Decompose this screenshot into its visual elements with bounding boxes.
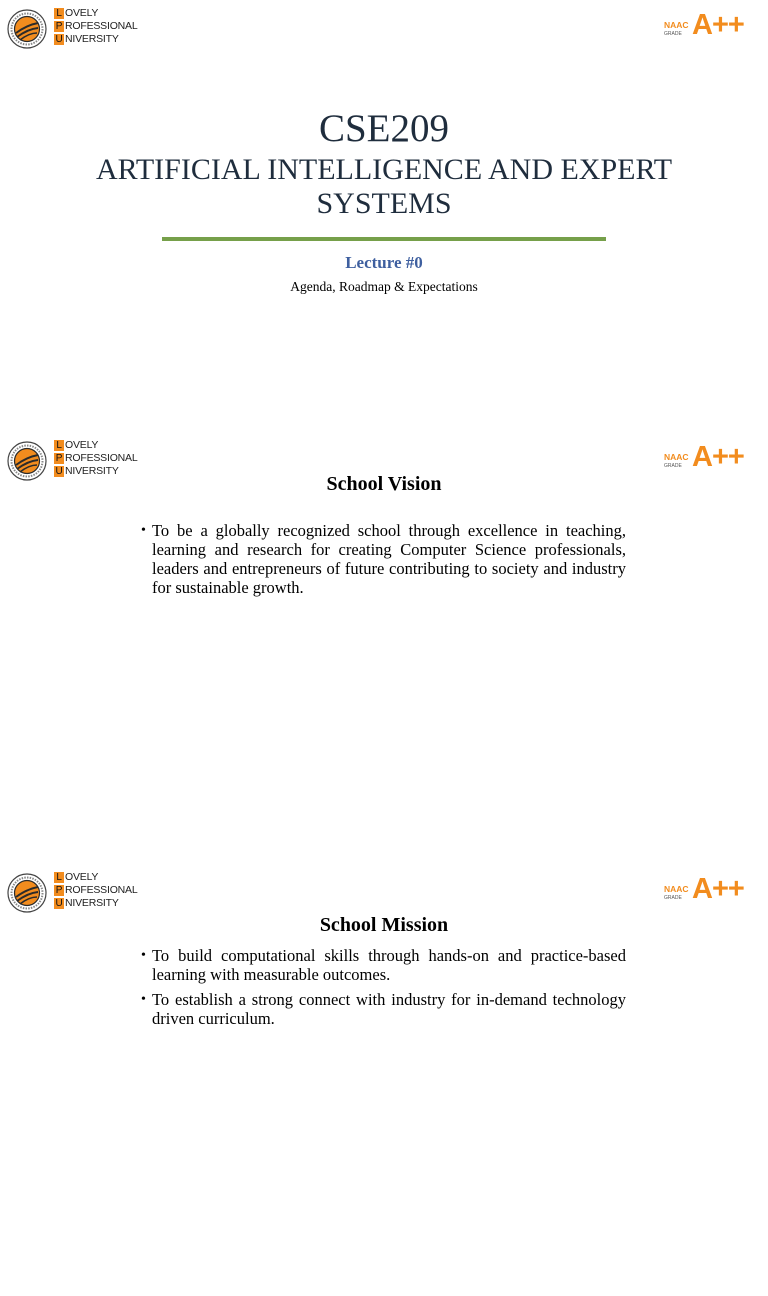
lpu-rest: OVELY (65, 7, 99, 19)
lpu-rest: NIVERSITY (65, 897, 119, 909)
lpu-word-professional (54, 884, 137, 896)
course-code: CSE209 (318, 107, 450, 150)
lpu-initial: P (55, 885, 63, 896)
lpu-rest: OVELY (65, 439, 99, 451)
slide-heading: School Mission (319, 914, 449, 936)
lpu-word-lovely (54, 439, 98, 451)
lpu-initial: U (55, 898, 63, 909)
naac-name: NAAC (664, 20, 689, 30)
lpu-seal-icon (7, 873, 47, 913)
bullet-item (141, 990, 626, 1028)
lpu-word-professional (54, 452, 137, 464)
lpu-initial: U (55, 466, 63, 477)
bullet-text: To establish a strong connect with industry for in-demand technology driven curriculum. (152, 990, 626, 1028)
bullet-list (141, 946, 626, 1034)
naac-grade: A++ (692, 441, 744, 473)
bullet-item (141, 521, 626, 597)
lecture-number: Lecture #0 (345, 253, 423, 272)
title-divider (162, 237, 606, 241)
lpu-rest: NIVERSITY (65, 33, 119, 45)
bullet-text: To build computational skills through hands-on and practice-based learning with measurable outcomes. (152, 946, 626, 984)
lpu-initial: U (55, 34, 63, 45)
slide-school-mission (0, 864, 768, 1296)
bullet-icon: • (141, 948, 146, 963)
naac-grade: A++ (692, 873, 744, 905)
naac-grade-label: GRADE (664, 463, 682, 469)
naac-name: NAAC (664, 452, 689, 462)
naac-logo (662, 442, 766, 474)
slide-heading: School Vision (326, 473, 442, 495)
lpu-rest: ROFESSIONAL (65, 20, 138, 32)
lecture-subtitle: Agenda, Roadmap & Expectations (290, 279, 478, 294)
naac-logo (662, 10, 766, 42)
bullet-text: To be a globally recognized school through excellence in teaching, learning and research for creating Computer Science professionals, leaders and entrepreneurs of future contributing to society and industry for sustainable growth. (152, 521, 626, 597)
lpu-rest: NIVERSITY (65, 465, 119, 477)
lpu-logo (7, 7, 138, 51)
slide-school-vision (0, 432, 768, 864)
lpu-word-university (54, 33, 119, 45)
lpu-word-lovely (54, 871, 98, 883)
lpu-word-lovely (54, 7, 98, 19)
lpu-initial: P (55, 453, 63, 464)
bullet-icon: • (141, 992, 146, 1007)
naac-grade-label: GRADE (664, 31, 682, 37)
naac-grade-label: GRADE (664, 895, 682, 901)
lpu-rest: ROFESSIONAL (65, 452, 138, 464)
lpu-rest: OVELY (65, 871, 99, 883)
lpu-rest: ROFESSIONAL (65, 884, 138, 896)
lpu-word-university (54, 897, 119, 909)
bullet-item (141, 946, 626, 984)
lpu-initial: L (54, 440, 64, 451)
bullet-icon: • (141, 523, 146, 538)
naac-logo (662, 874, 766, 906)
lpu-seal-icon (7, 9, 47, 49)
naac-grade: A++ (692, 9, 744, 41)
naac-name: NAAC (664, 884, 689, 894)
course-name: ARTIFICIAL INTELLIGENCE AND EXPERT SYSTEMS (95, 153, 673, 220)
bullet-list (141, 521, 626, 603)
lpu-initial: L (54, 8, 64, 19)
lpu-initial: P (55, 21, 63, 32)
slide-title (0, 0, 768, 432)
lpu-logo (7, 871, 138, 915)
lpu-word-professional (54, 20, 137, 32)
lpu-initial: L (54, 872, 64, 883)
